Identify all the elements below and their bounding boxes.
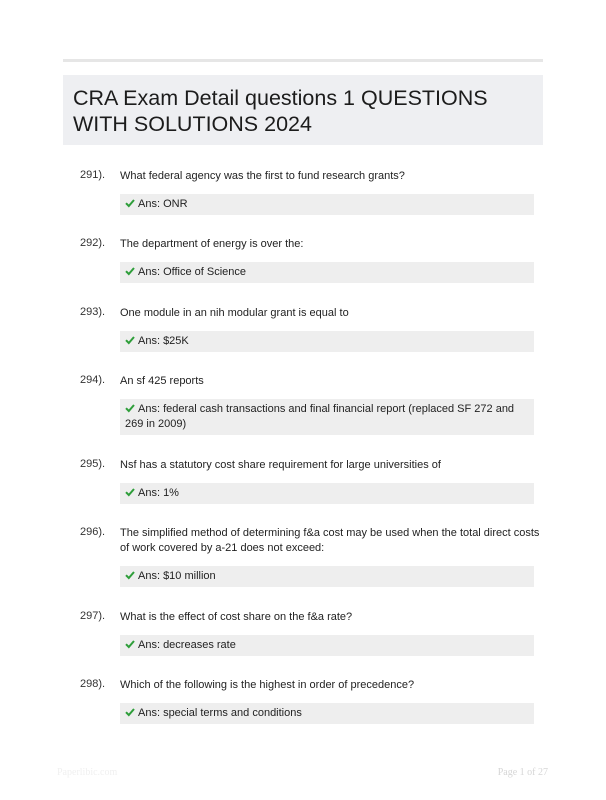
answer-box (120, 262, 534, 283)
answer-box (120, 194, 534, 215)
qa-item (80, 306, 540, 352)
footer-site-watermark: Paperlibic.com (57, 767, 118, 778)
answer-text: Ans: federal cash transactions and final financial report (replaced SF 272 and 269 in 2009) (125, 403, 515, 430)
answer-box (120, 399, 534, 435)
answer-text: Ans: ONR (138, 198, 188, 210)
question-text: What is the effect of cost share on the f&a rate? (120, 611, 353, 623)
answer-box (120, 635, 534, 656)
checkmark-icon (125, 487, 135, 497)
checkmark-icon (125, 570, 135, 580)
answer-text: Ans: $25K (138, 335, 189, 347)
question-number: 294). (80, 374, 106, 386)
checkmark-icon (125, 403, 135, 413)
checkmark-icon (125, 198, 135, 208)
qa-item (80, 374, 540, 435)
checkmark-icon (125, 335, 135, 345)
checkmark-icon (125, 266, 135, 276)
qa-item (80, 610, 540, 656)
question-number: 298). (80, 678, 106, 690)
qa-item (80, 169, 540, 215)
question-text: Nsf has a statutory cost share requirement for large universities of (120, 459, 441, 471)
answer-text: Ans: decreases rate (138, 639, 236, 651)
qa-item (80, 678, 540, 724)
question-text: One module in an nih modular grant is equal to (120, 307, 349, 319)
answer-text: Ans: $10 million (138, 570, 216, 582)
answer-text: Ans: 1% (138, 487, 179, 499)
question-number: 297). (80, 610, 106, 622)
title-banner (63, 75, 543, 145)
page-indicator: Page 1 of 27 (497, 767, 548, 778)
qa-item (80, 526, 540, 587)
qa-item (80, 458, 540, 504)
answer-box (120, 331, 534, 352)
question-number: 291). (80, 169, 106, 181)
checkmark-icon (125, 639, 135, 649)
answer-box (120, 566, 534, 587)
question-text: The simplified method of determining f&a cost may be used when the total direct costs of work covered by a-21 does not exceed: (120, 527, 540, 554)
checkmark-icon (125, 707, 135, 717)
question-text: The department of energy is over the: (120, 238, 304, 250)
question-number: 293). (80, 306, 106, 318)
question-text: What federal agency was the first to fund research grants? (120, 170, 405, 182)
answer-text: Ans: special terms and conditions (138, 707, 302, 719)
question-text: Which of the following is the highest in order of precedence? (120, 679, 415, 691)
question-number: 292). (80, 237, 106, 249)
question-number: 295). (80, 458, 106, 470)
question-text: An sf 425 reports (120, 375, 204, 387)
top-divider (63, 59, 543, 62)
document-title: CRA Exam Detail questions 1 QUESTIONS WITH SOLUTIONS 2024 (73, 86, 488, 136)
answer-box (120, 703, 534, 724)
question-number: 296). (80, 526, 106, 538)
answer-box (120, 483, 534, 504)
answer-text: Ans: Office of Science (138, 266, 247, 278)
qa-item (80, 237, 540, 283)
